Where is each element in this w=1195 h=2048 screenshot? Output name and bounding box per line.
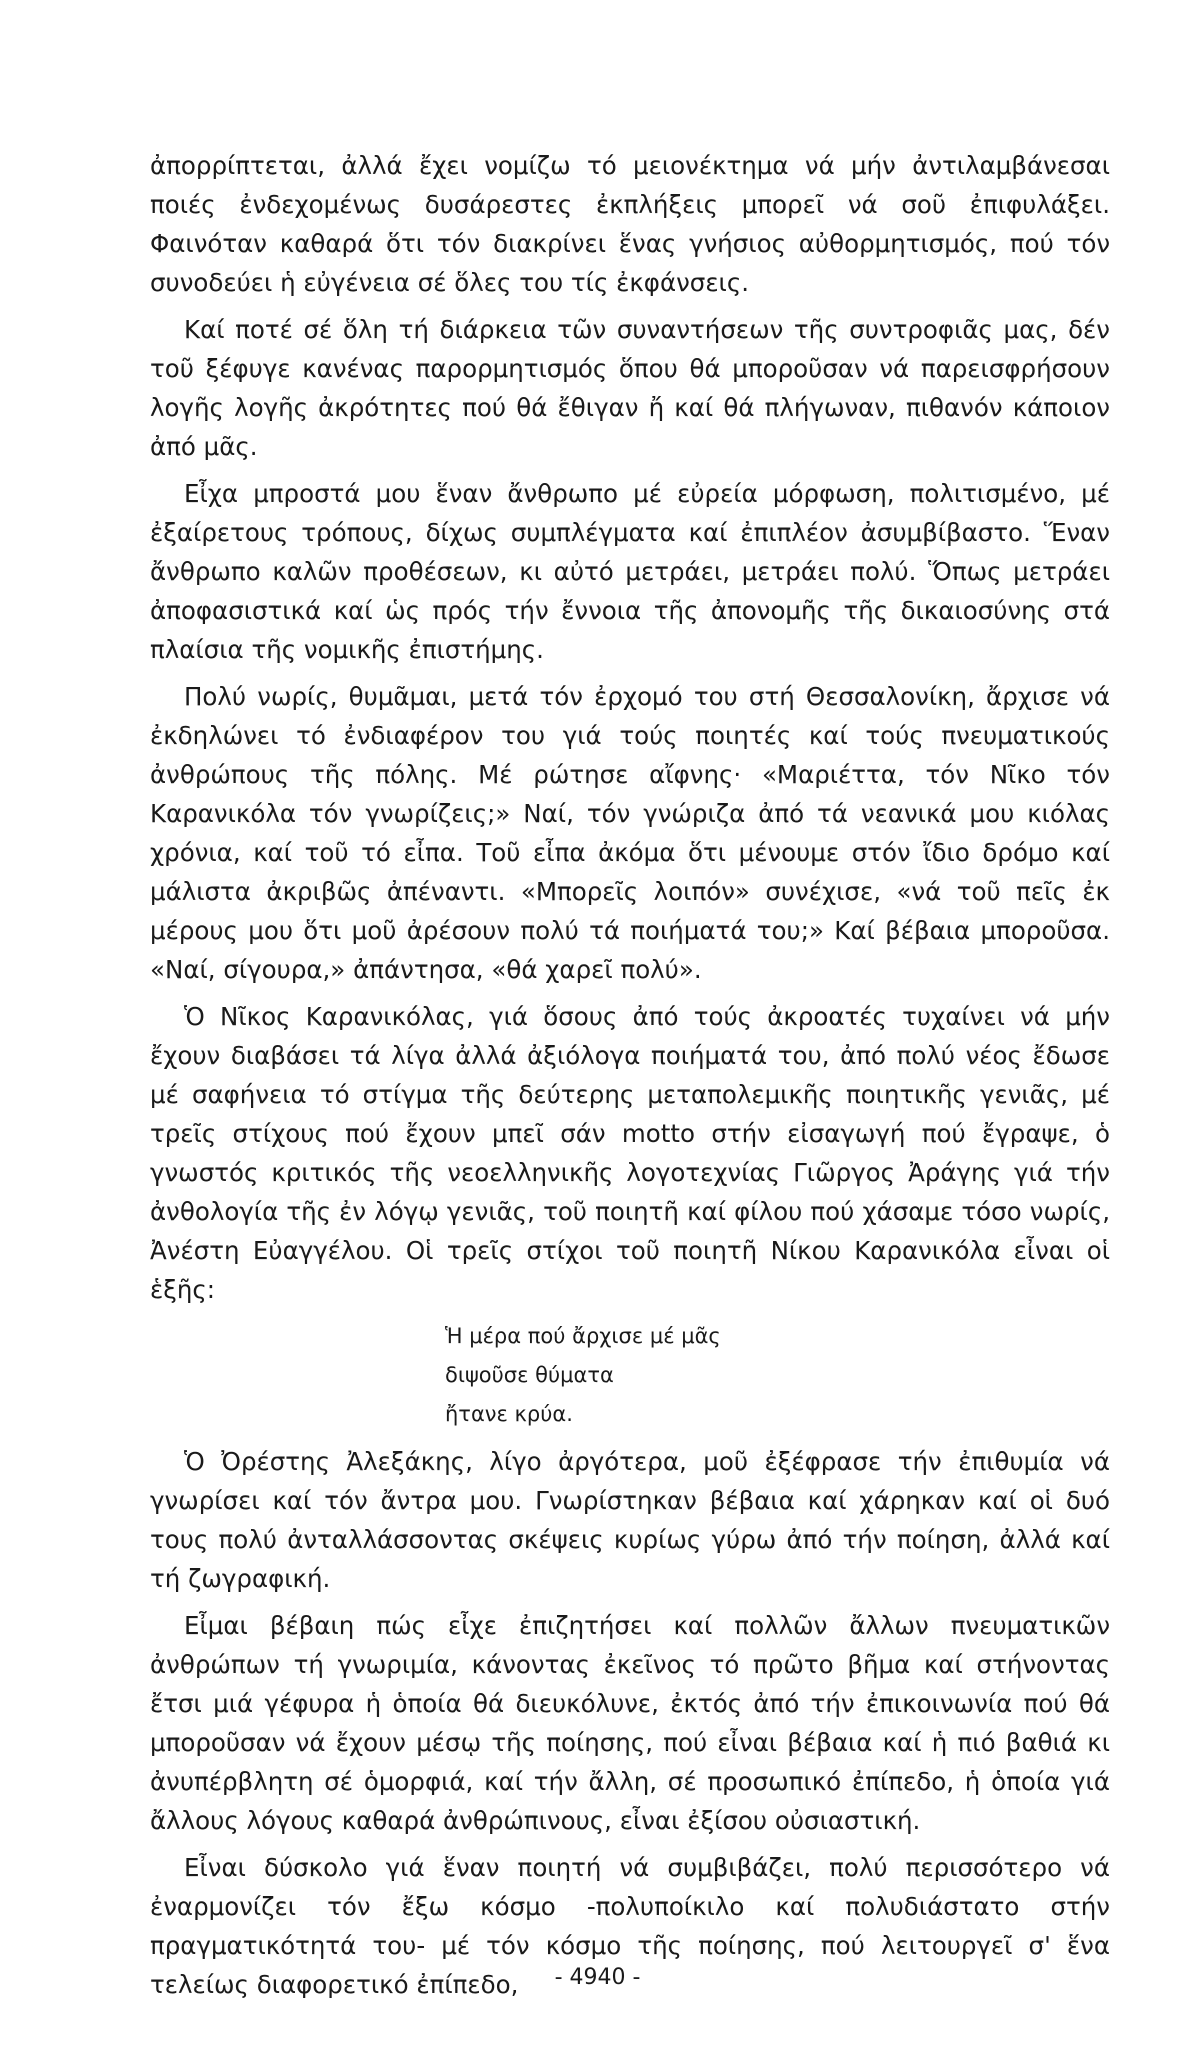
page-number: - 4940 - [554,1965,641,1990]
paragraph: Ὁ Ὀρέστης Ἀλεξάκης, λίγο ἀργότερα, μοῦ ἐξέφρασε τήν ἐπιθυμία νά γνωρίσει καί τόν ἄντρα μου. Γνωρίστηκαν βέβαια καί χάρηκαν καί οἱ δυό τους πολύ ἀνταλλάσσοντας σκέψεις κυρίως γύρω ἀπό τήν ποίηση, ἀλλά καί τή ζωγραφική. [150,1447,1110,1593]
verse-line: διψοῦσε θύματα [445,1363,614,1387]
poem-quote [150,1317,1110,1434]
paragraph: Εἶμαι βέβαιη πώς εἶχε ἐπιζητήσει καί πολλῶν ἄλλων πνευματικῶν ἀνθρώπων τή γνωριμία, κάνοντας ἐκεῖνος τό πρῶτο βῆμα καί στήνοντας ἔτσι μιά γέφυρα ἡ ὁποία θά διευκόλυνε, ἐκτός ἀπό τήν ἐπικοινωνία πού θά μποροῦσαν νά ἔχουν μέσῳ τῆς ποίησης, πού εἶναι βέβαια καί ἡ πιό βαθιά κι ἀνυπέρβλητη σέ ὁμορφιά, καί τήν ἄλλη, σέ προσωπικό ἐπίπεδο, ἡ ὁποία γιά ἄλλους λόγους καθαρά ἀνθρώπινους, εἶναι ἐξίσου οὐσιαστική. [150,1611,1110,1835]
verse-line: Ἡ μέρα πού ἄρχισε μέ μᾶς [445,1324,721,1348]
paragraph: Εἶχα μπροστά μου ἕναν ἄνθρωπο μέ εὐρεία μόρφωση, πολιτισμένο, μέ ἐξαίρετους τρόπους, δίχως συμπλέγματα καί ἐπιπλέον ἀσυμβίβαστο. Ἕναν ἄνθρωπο καλῶν προθέσεων, κι αὐτό μετράει, μετράει πολύ. Ὅπως μετράει ἀποφασιστικά καί ὡς πρός τήν ἔννοια τῆς ἀπονομῆς τῆς δικαιοσύνης στά πλαίσια τῆς νομικῆς ἐπιστήμης. [150,479,1110,664]
paragraph: Καί ποτέ σέ ὅλη τή διάρκεια τῶν συναντήσεων τῆς συντροφιᾶς μας, δέν τοῦ ξέφυγε κανένας παρορμητισμός ὅπου θά μποροῦσαν νά παρεισφρήσουν λογῆς λογῆς ἀκρότητες πού θά ἔθιγαν ἤ καί θά πλήγωναν, πιθανόν κάποιον ἀπό μᾶς. [150,315,1110,461]
page-body [150,146,1110,2012]
paragraph: Ὁ Νῖκος Καρανικόλας, γιά ὅσους ἀπό τούς ἀκροατές τυχαίνει νά μήν ἔχουν διαβάσει τά λίγα ἀλλά ἀξιόλογα ποιήματά του, ἀπό πολύ νέος ἔδωσε μέ σαφήνεια τό στίγμα τῆς δεύτερης μεταπολεμικῆς ποιητικῆς γενιᾶς, μέ τρεῖς στίχους πού ἔχουν μπεῖ σάν motto στήν εἰσαγωγή πού ἔγραψε, ὁ γνωστός κριτικός τῆς νεοελληνικῆς λογοτεχνίας Γιῶργος Ἀράγης γιά τήν ἀνθολογία τῆς ἐν λόγῳ γενιᾶς, τοῦ ποιητῆ καί φίλου πού χάσαμε τόσο νωρίς, Ἀνέστη Εὐαγγέλου. Οἱ τρεῖς στίχοι τοῦ ποιητῆ Νίκου Καρανικόλα εἶναι οἱ ἑξῆς: [150,1002,1110,1304]
paragraph: ἀπορρίπτεται, ἀλλά ἔχει νομίζω τό μειονέκτημα νά μήν ἀντιλαμβάνεσαι ποιές ἐνδεχομένως δυσάρεστες ἐκπλήξεις μπορεῖ νά σοῦ ἐπιφυλάξει. Φαινόταν καθαρά ὅτι τόν διακρίνει ἕνας γνήσιος αὐθορμητισμός, πού τόν συνοδεύει ἡ εὐγένεια σέ ὅλες του τίς ἐκφάνσεις. [150,151,1110,297]
paragraph: Πολύ νωρίς, θυμᾶμαι, μετά τόν ἐρχομό του στή Θεσσαλονίκη, ἄρχισε νά ἐκδηλώνει τό ἐνδιαφέρον του γιά τούς ποιητές καί τούς πνευματικούς ἀνθρώπους τῆς πόλης. Μέ ρώτησε αἴφνης· «Μαριέττα, τόν Νῖκο τόν Καρανικόλα τόν γνωρίζεις;» Ναί, τόν γνώριζα ἀπό τά νεανικά μου κιόλας χρόνια, καί τοῦ τό εἶπα. Τοῦ εἶπα ἀκόμα ὅτι μένουμε στόν ἴδιο δρόμο καί μάλιστα ἀκριβῶς ἀπέναντι. «Μπορεῖς λοιπόν» συνέχισε, «νά τοῦ πεῖς ἐκ μέρους μου ὅτι μοῦ ἀρέσουν πολύ τά ποιήματά του;» Καί βέβαια μποροῦσα. «Ναί, σίγουρα,» ἀπάντησα, «θά χαρεῖ πολύ». [150,682,1110,984]
verse-line: ἤτανε κρύα. [445,1402,573,1426]
paragraph: Εἶναι δύσκολο γιά ἕναν ποιητή νά συμβιβάζει, πολύ περισσότερο νά ἐναρμονίζει τόν ἔξω κόσμο -πολυποίκιλο καί πολυδιάστατο στήν πραγματικότητά του- μέ τόν κόσμο τῆς ποίησης, πού λειτουργεῖ σ' ἕνα τελείως διαφορετικό ἐπίπεδο, [150,1853,1110,1999]
